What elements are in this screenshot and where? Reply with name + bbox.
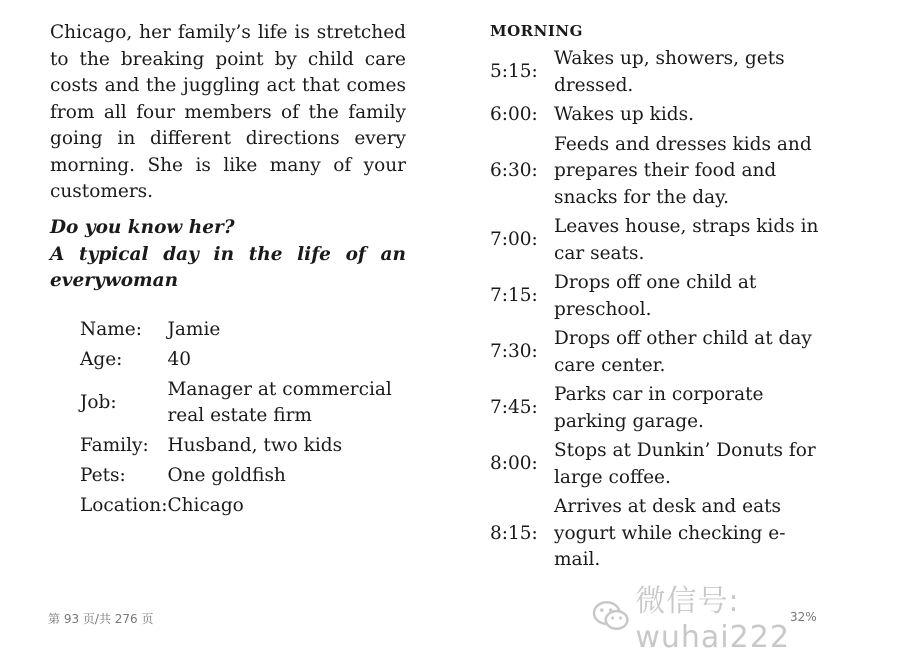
morning-section-title: MORNING [490, 22, 583, 40]
schedule-row [490, 494, 830, 577]
schedule-activity: Wakes up, showers, gets dressed. [554, 48, 785, 96]
schedule-time: 6:30: [490, 160, 538, 181]
schedule-activity: Stops at Dunkin’ Donuts for large coffee. [554, 440, 816, 488]
profile-label: Job: [80, 392, 117, 413]
schedule-activity: Arrives at desk and eats yogurt while checking e-mail. [554, 496, 786, 570]
right-page [450, 0, 900, 655]
intro-paragraph: Chicago, her family’s life is stretched to the breaking point by child care costs and the juggling act that comes from all four members of the family going in different directions every morning. She is like many of your customers. [50, 22, 406, 202]
profile-label: Name: [80, 319, 142, 340]
profile-row-name [80, 315, 420, 345]
schedule-activity: Parks car in corporate parking garage. [554, 384, 764, 432]
profile-label: Pets: [80, 465, 126, 486]
profile-row-location [80, 491, 420, 521]
schedule-row [490, 326, 830, 382]
watermark-text: 微信号: wuhai222 [635, 584, 790, 655]
profile-value: Chicago [167, 495, 244, 516]
profile-label: Age: [80, 349, 123, 370]
profile-value: Husband, two kids [167, 435, 343, 456]
heading-question: Do you know her? [50, 217, 235, 238]
profile-row-family [80, 431, 420, 461]
schedule-activity: Wakes up kids. [554, 104, 694, 125]
profile-value: One goldfish [167, 465, 286, 486]
left-page [0, 0, 450, 639]
schedule-row [490, 382, 830, 438]
profile-value: 40 [167, 349, 191, 370]
schedule-row [490, 132, 830, 215]
morning-schedule [490, 46, 830, 577]
schedule-time: 7:45: [490, 397, 538, 419]
profile-table [80, 315, 420, 521]
profile-row-pets [80, 461, 420, 491]
schedule-activity: Drops off one child at preschool. [554, 272, 757, 320]
profile-row-job [80, 375, 420, 431]
profile-label: Family: [80, 435, 149, 456]
schedule-time: 8:00: [490, 453, 538, 475]
profile-heading [50, 215, 406, 295]
wechat-watermark [592, 576, 900, 655]
schedule-time: 7:15: [490, 285, 538, 307]
schedule-row [490, 270, 830, 326]
reading-progress: 32% [790, 610, 817, 624]
profile-label: Location: [80, 495, 168, 516]
schedule-time: 7:30: [490, 341, 538, 363]
profile-value: Jamie [167, 319, 221, 340]
schedule-time: 7:00: [490, 229, 538, 251]
schedule-time: 6:00: [490, 104, 538, 125]
heading-subtitle: A typical day in the life of an [50, 243, 406, 265]
schedule-activity: Leaves house, straps kids in car seats. [554, 216, 819, 264]
schedule-row [490, 46, 830, 102]
schedule-row [490, 214, 830, 270]
schedule-activity: Feeds and dresses kids and prepares their food and snacks for the day. [554, 133, 812, 208]
page-number-indicator: 第 93 页/共 276 页 [48, 612, 154, 626]
profile-row-age [80, 345, 420, 375]
heading-subtitle-end: everywoman [50, 270, 179, 291]
schedule-time: 8:15: [490, 522, 538, 544]
profile-value: Manager at commercial real estate firm [167, 379, 392, 426]
wechat-icon [592, 599, 629, 633]
schedule-row [490, 438, 830, 494]
schedule-row [490, 102, 830, 132]
schedule-time: 5:15: [490, 61, 538, 83]
schedule-activity: Drops off other child at day care center. [554, 328, 812, 376]
